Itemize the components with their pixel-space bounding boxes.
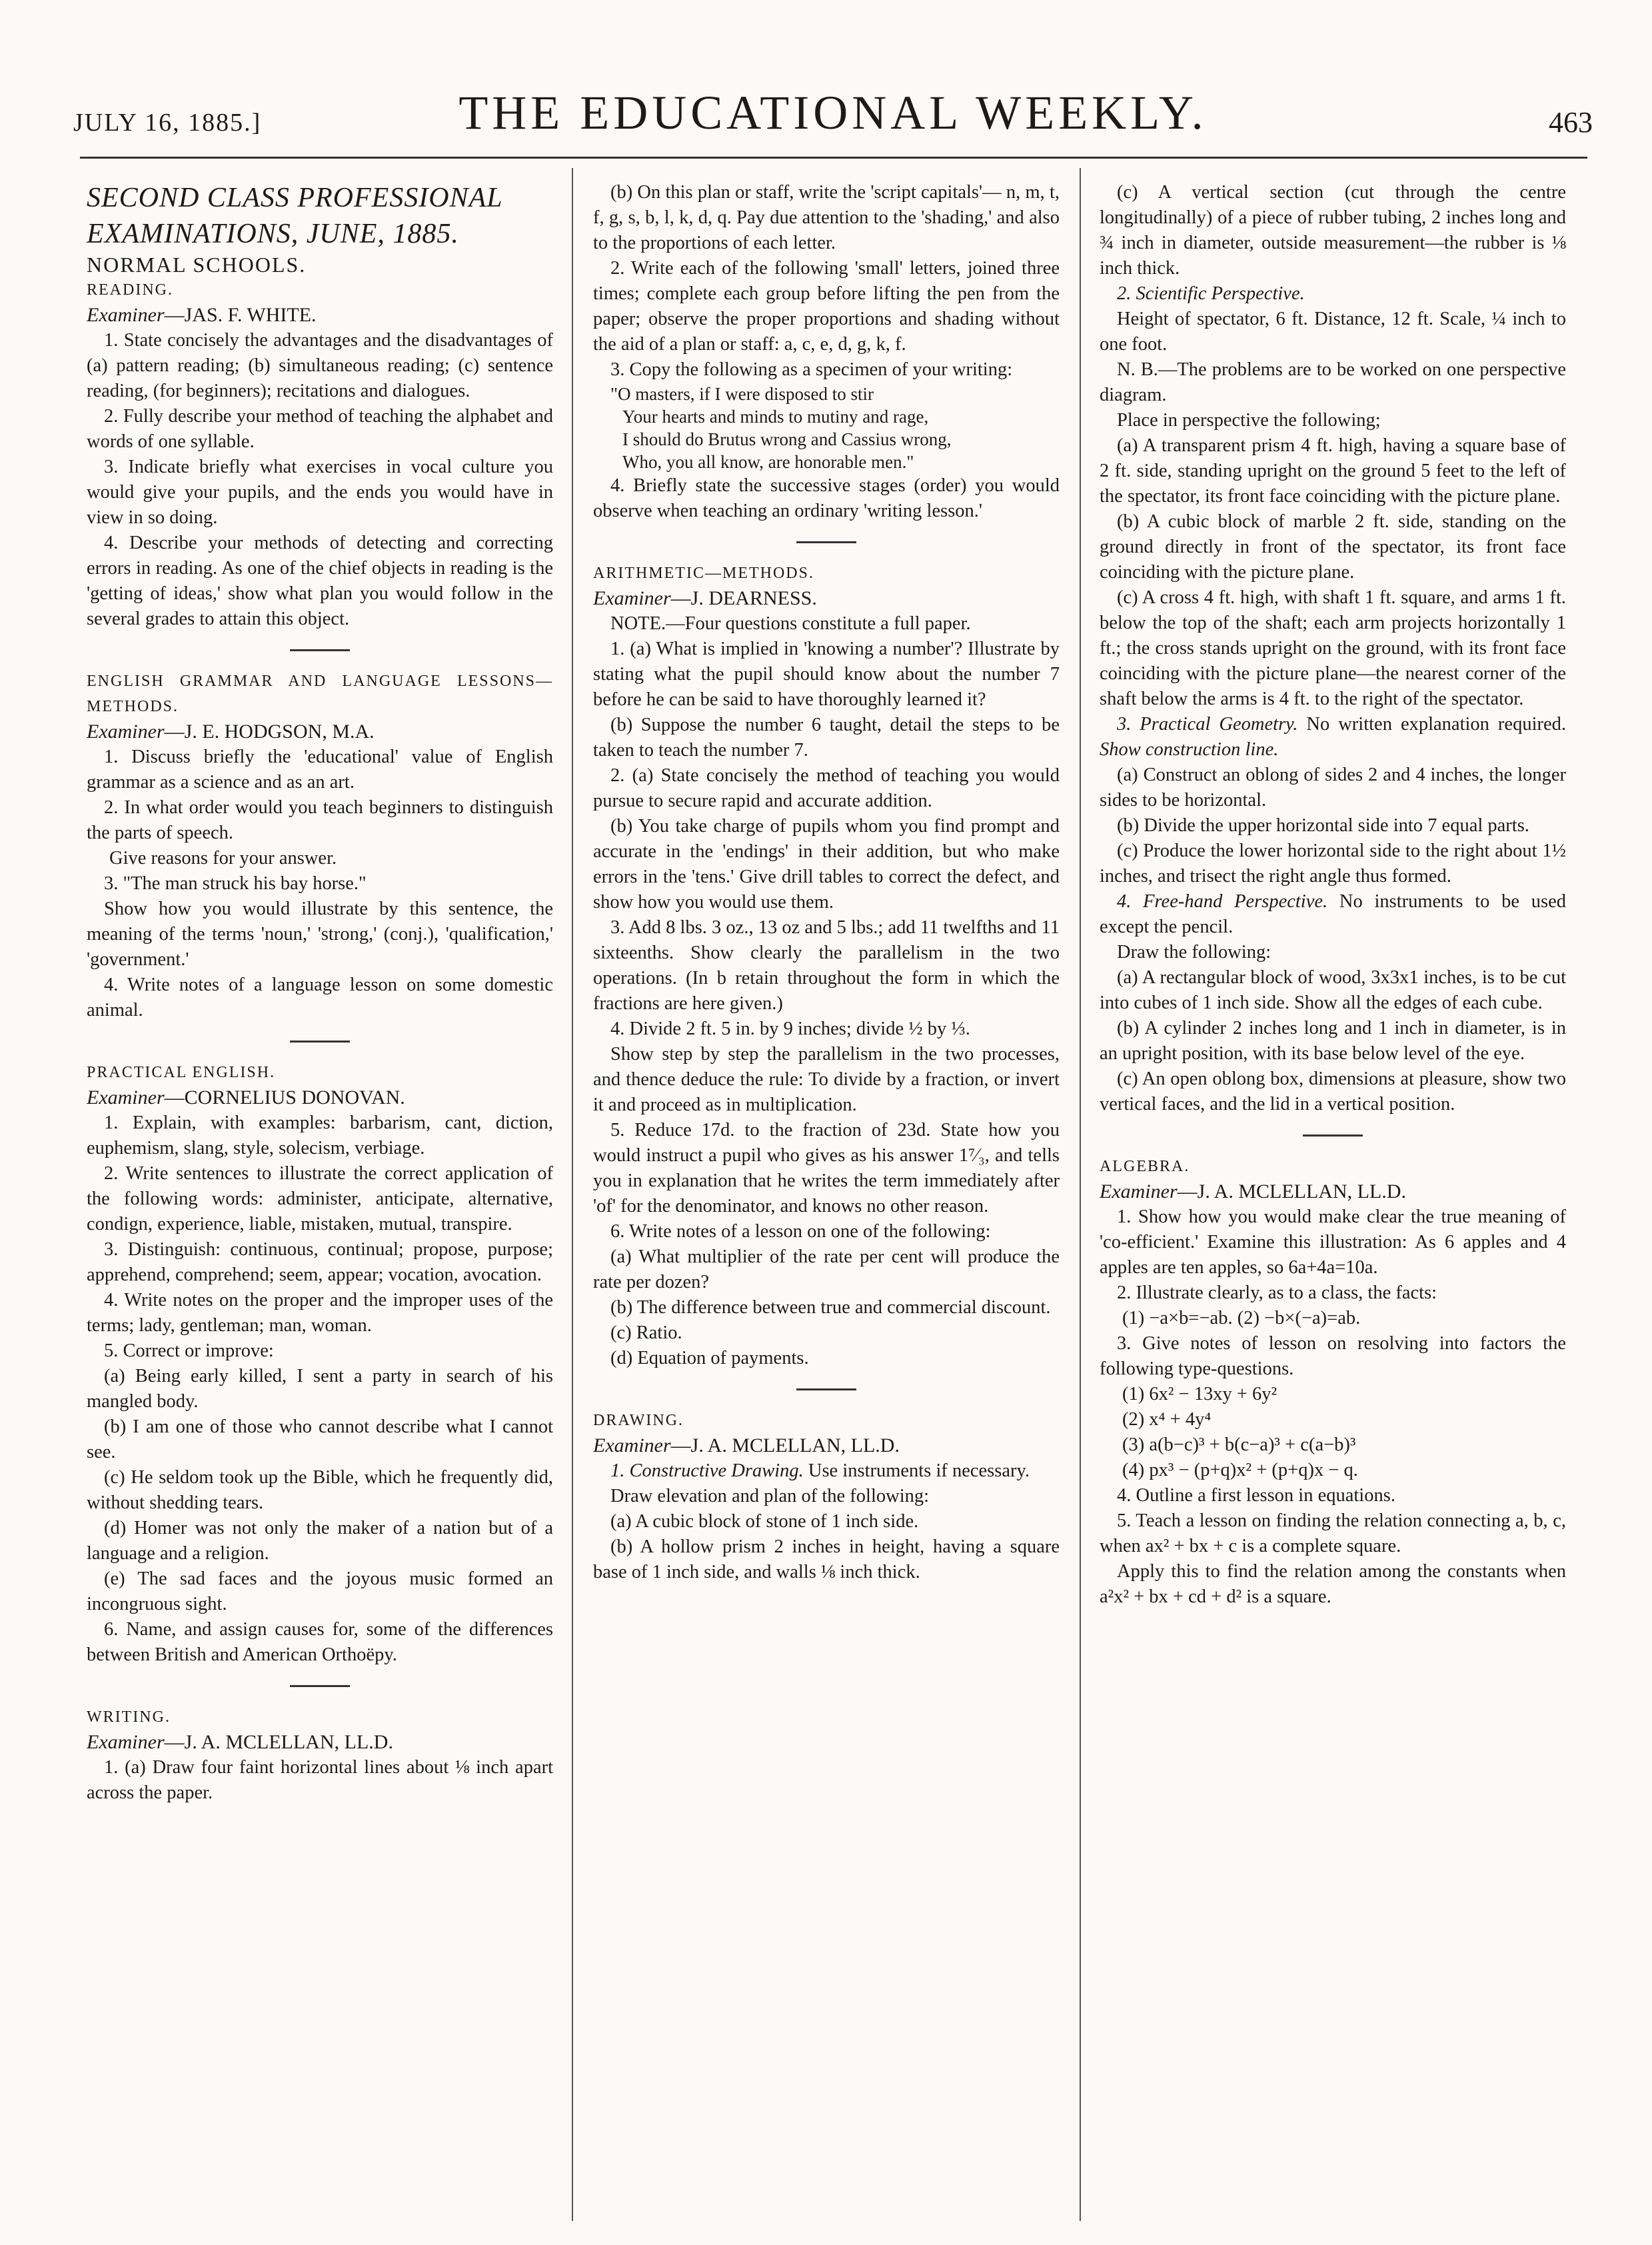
question: 1. Show how you would make clear the true meaning of 'co-efficient.' Examine this illustration: As 6 apples and 4 apples are ten apples, so 6a+4a=10a. — [1100, 1206, 1566, 1278]
section-divider — [796, 1388, 856, 1390]
sub-question: (b) A cylinder 2 inches long and 1 inch in diameter, is in an upright position, with its base below level of the eye. — [1100, 1018, 1566, 1064]
masthead — [73, 85, 1593, 149]
sub-question: (b) The difference between true and commercial discount. — [610, 1297, 1051, 1318]
question: 3. Give notes of lesson on resolving into factors the following type-questions. — [1100, 1333, 1566, 1379]
sub-question: (d) Equation of payments. — [610, 1348, 809, 1368]
question: 4. Divide 2 ft. 5 in. by 9 inches; divide ½ by ⅓. — [610, 1019, 970, 1039]
question: 3. Copy the following as a specimen of your writing: — [610, 359, 1013, 380]
sub-question: (b) I am one of those who cannot describe what I cannot see. — [87, 1416, 553, 1462]
sub-question: (b) Suppose the number 6 taught, detail the steps to be taken to teach the number 7. — [593, 715, 1060, 761]
section-heading-writing: WRITING. — [87, 1708, 171, 1726]
sub-question: (a) A rectangular block of wood, 3x3x1 inches, is to be cut into cubes of 1 inch side. Show all the edges of each cube. — [1100, 967, 1566, 1013]
question: 2. Write each of the following 'small' letters, joined three times; complete each group before lifting the pen from the paper; observe the proper proportions and shading without the aid of a plan or staff: a, c, e, d, g, k, f. — [593, 258, 1060, 355]
question: 1. State concisely the advantages and the disadvantages of (a) pattern reading; (b) simultaneous reading; (c) sentence reading, (for beginners); recitations and dialogues. — [87, 330, 553, 401]
sub-question: (a) What multiplier of the rate per cent will produce the rate per dozen? — [593, 1246, 1060, 1292]
question: 2. Illustrate clearly, as to a class, the facts: — [1117, 1282, 1437, 1303]
issue-date: JULY 16, 1885.] — [73, 109, 262, 137]
question: 2. Fully describe your method of teaching the alphabet and words of one syllable. — [87, 406, 553, 452]
section-divider — [290, 1685, 350, 1687]
question: 3. Indicate briefly what exercises in vocal culture you would give your pupils, and the ends you would have in view in so doing. — [87, 457, 553, 528]
question: 4. Write notes on the proper and the improper uses of the terms; lady, gentleman; man, woman. — [87, 1290, 553, 1336]
question-note: Place in perspective the following; — [1117, 410, 1381, 431]
question: 2. Scientific Perspective. — [1117, 283, 1305, 304]
question: 5. Correct or improve: — [104, 1340, 274, 1361]
sub-question: (2) x⁴ + 4y⁴ — [1122, 1409, 1212, 1430]
question: 4. Free-hand Perspective. No instruments to be used except the pencil. — [1100, 891, 1566, 937]
examiner-line: Examiner—J. E. HODGSON, M.A. — [87, 721, 375, 743]
sub-question: (a) A cubic block of stone of 1 inch side. — [610, 1511, 919, 1532]
sub-question: (b) You take charge of pupils whom you find prompt and accurate in the 'endings' in their addition, but who make errors in the 'tens.' Give drill tables to correct the defect, and show how you would use them. — [593, 816, 1060, 913]
question: 3. Add 8 lbs. 3 oz., 13 oz and 5 lbs.; add 11 twelfths and 11 sixteenths. Show clearly the parallelism in the two operations. (In b retain throughout the form in which the fractions are here given.) — [593, 917, 1060, 1014]
question: 4. Outline a first lesson in equations. — [1117, 1485, 1395, 1506]
sub-question: (b) A cubic block of marble 2 ft. side, standing on the ground directly in front of the spectator, its front face coinciding with the picture plane. — [1100, 511, 1566, 583]
question: 5. Teach a lesson on finding the relation connecting a, b, c, when ax² + bx + c is a complete square. — [1100, 1510, 1566, 1556]
examiner-line: Examiner—J. A. MCLELLAN, LL.D. — [1100, 1180, 1406, 1202]
sub-question: (1) 6x² − 13xy + 6y² — [1122, 1384, 1277, 1404]
page-title: THE EDUCATIONAL WEEKLY. — [458, 86, 1208, 139]
question: 5. Reduce 17d. to the fraction of 23d. State how you would instruct a pupil who gives as his answer 1⁷⁄₃, and tells you in explanation that he writes the term immediately after 'of' for the denominator, and knows no other reason. — [593, 1120, 1060, 1216]
quoted-verse: "O masters, if I were disposed to stir Your hearts and minds to mutiny and rage, I should do Brutus wrong and Cassius wrong, Who, you all know, are honorable men." — [610, 384, 952, 472]
question: 6. Write notes of a lesson on one of the following: — [610, 1221, 991, 1242]
sub-question: (b) Divide the upper horizontal side into 7 equal parts. — [1117, 815, 1529, 836]
section-heading-arithmetic: ARITHMETIC—METHODS. — [593, 565, 814, 582]
question: 2. In what order would you teach beginners to distinguish the parts of speech. — [87, 797, 553, 843]
question: 1. Explain, with examples: barbarism, cant, diction, euphemism, slang, style, solecism, verbiage. — [87, 1113, 553, 1158]
question-note: Height of spectator, 6 ft. Distance, 12 ft. Scale, ¼ inch to one foot. — [1100, 309, 1566, 355]
examiner-line: Examiner—J. A. MCLELLAN, LL.D. — [87, 1731, 393, 1753]
question-note: Give reasons for your answer. — [109, 848, 337, 869]
question: 3. Practical Geometry. No written explanation required. Show construction line. — [1100, 714, 1567, 760]
question-note: N. B.—The problems are to be worked on one perspective diagram. — [1100, 359, 1566, 405]
column-rule — [1080, 168, 1081, 2221]
header-rule — [80, 157, 1587, 159]
sub-question: (3) a(b−c)³ + b(c−a)³ + c(a−b)³ — [1122, 1434, 1356, 1455]
examiner-line: Examiner—J. A. MCLELLAN, LL.D. — [593, 1434, 900, 1456]
sub-question: (1) −a×b=−ab. (2) −b×(−a)=ab. — [1122, 1308, 1361, 1328]
section-heading-practical-english: PRACTICAL ENGLISH. — [87, 1064, 276, 1081]
sub-question: (a) Construct an oblong of sides 2 and 4 inches, the longer sides to be horizontal. — [1100, 765, 1566, 811]
exam-title-line-1: SECOND CLASS PROFESSIONAL — [87, 183, 503, 213]
section-divider — [290, 1041, 350, 1043]
question: 1. Discuss briefly the 'educational' value of English grammar as a science and as an art. — [87, 747, 553, 793]
paper-note: NOTE.—Four questions constitute a full paper. — [610, 613, 971, 634]
question: 2. (a) State concisely the method of teaching you would pursue to secure rapid and accurate addition. — [593, 765, 1060, 811]
section-heading-grammar: ENGLISH GRAMMAR AND LANGUAGE LESSONS—METHODS. — [87, 673, 553, 715]
page-number: 463 — [1549, 106, 1593, 139]
question: 4. Briefly state the successive stages (order) you would observe when teaching an ordinary 'writing lesson.' — [593, 475, 1060, 521]
question: 1. (a) What is implied in 'knowing a number'? Illustrate by stating what the pupil should know about the number 7 before he can be said to have thoroughly learned it? — [593, 639, 1060, 710]
exam-title-line-2: EXAMINATIONS, JUNE, 1885. — [87, 219, 459, 249]
question: 4. Write notes of a language lesson on some domestic animal. — [87, 975, 553, 1021]
section-heading-drawing: DRAWING. — [593, 1412, 684, 1429]
sub-question: (c) Ratio. — [610, 1322, 682, 1343]
question-note: Draw elevation and plan of the following: — [610, 1486, 930, 1506]
column-2 — [593, 180, 1060, 1585]
question: 1. Constructive Drawing. Use instruments if necessary. — [610, 1460, 1030, 1481]
section-heading-reading: READING. — [87, 281, 173, 299]
column-1 — [87, 180, 553, 1806]
sub-question: (b) A hollow prism 2 inches in height, having a square base of 1 inch side, and walls ⅛ inch thick. — [593, 1536, 1060, 1582]
question-note: Draw the following: — [1117, 942, 1271, 963]
section-divider — [1303, 1134, 1363, 1136]
sub-question: (c) A vertical section (cut through the centre longitudinally) of a piece of rubber tubing, 2 inches long and ¾ inch in diameter, outside measurement—the rubber is ⅛ inch thick. — [1100, 182, 1566, 279]
sub-question: (a) Being early killed, I sent a party in search of his mangled body. — [87, 1366, 553, 1412]
question: 2. Write sentences to illustrate the correct application of the following words: administer, anticipate, alternative, condign, experience, liable, mistaken, mutual, transpire. — [87, 1163, 553, 1234]
column-rule — [572, 168, 573, 2221]
question: 6. Name, and assign causes for, some of the differences between British and American Orthoëpy. — [87, 1619, 553, 1665]
section-heading-algebra: ALGEBRA. — [1100, 1158, 1190, 1175]
section-divider — [796, 541, 856, 543]
examiner-line: Examiner—J. DEARNESS. — [593, 587, 817, 609]
sub-question: (b) On this plan or staff, write the 'script capitals'— n, m, t, f, g, s, b, l, k, d, q. Pay due attention to the 'shading,' and also to the proportions of each letter. — [593, 182, 1060, 253]
sub-question: (c) Produce the lower horizontal side to the right about 1½ inches, and trisect the right angle thus formed. — [1100, 841, 1566, 887]
sub-question: (c) An open oblong box, dimensions at pleasure, show two vertical faces, and the lid in a vertical position. — [1100, 1069, 1566, 1115]
exam-subtitle: NORMAL SCHOOLS. — [87, 253, 307, 277]
column-3 — [1100, 180, 1566, 1610]
question: 3. "The man struck his bay horse." — [104, 873, 367, 894]
examiner-line: Examiner—CORNELIUS DONOVAN. — [87, 1087, 405, 1109]
sub-question: (a) A transparent prism 4 ft. high, having a square base of 2 ft. side, standing upright on the ground 5 feet to the left of the spectator, its front face coinciding with the picture plane. — [1100, 435, 1566, 507]
sub-question: (d) Homer was not only the maker of a nation but of a language and a religion. — [87, 1518, 553, 1564]
question-note: Show how you would illustrate by this sentence, the meaning of the terms 'noun,' 'strong,' (conj.), 'qualification,' 'government.' — [87, 899, 553, 970]
sub-question: (c) He seldom took up the Bible, which he frequently did, without shedding tears. — [87, 1467, 553, 1513]
question-note: Show step by step the parallelism in the two processes, and thence deduce the rule: To divide by a fraction, or invert it and proceed as in multiplication. — [593, 1044, 1060, 1115]
examiner-line: Examiner—JAS. F. WHITE. — [87, 304, 317, 326]
sub-question: (c) A cross 4 ft. high, with shaft 1 ft. square, and arms 1 ft. below the top of the shaft; each arm projects horizontally 1 ft.; the cross stands upright on the ground, with its front face coinciding with the picture plane—the nearest corner of the shaft below the arms is 4 ft. to the right of the spectator. — [1100, 587, 1566, 709]
sub-question: (4) px³ − (p+q)x² + (p+q)x − q. — [1122, 1460, 1358, 1480]
sub-question: (e) The sad faces and the joyous music formed an incongruous sight. — [87, 1568, 553, 1614]
question: 4. Describe your methods of detecting and correcting errors in reading. As one of the chief objects in reading is the 'getting of ideas,' show what plan you would follow in the several grades to attain this object. — [87, 533, 553, 629]
question: 3. Distinguish: continuous, continual; propose, purpose; apprehend, comprehend; seem, appear; vocation, avocation. — [87, 1239, 553, 1285]
section-divider — [290, 649, 350, 651]
question-note: Apply this to find the relation among the constants when a²x² + bx + cd + d² is a square. — [1100, 1561, 1566, 1607]
question: 1. (a) Draw four faint horizontal lines about ⅛ inch apart across the paper. — [87, 1757, 553, 1803]
